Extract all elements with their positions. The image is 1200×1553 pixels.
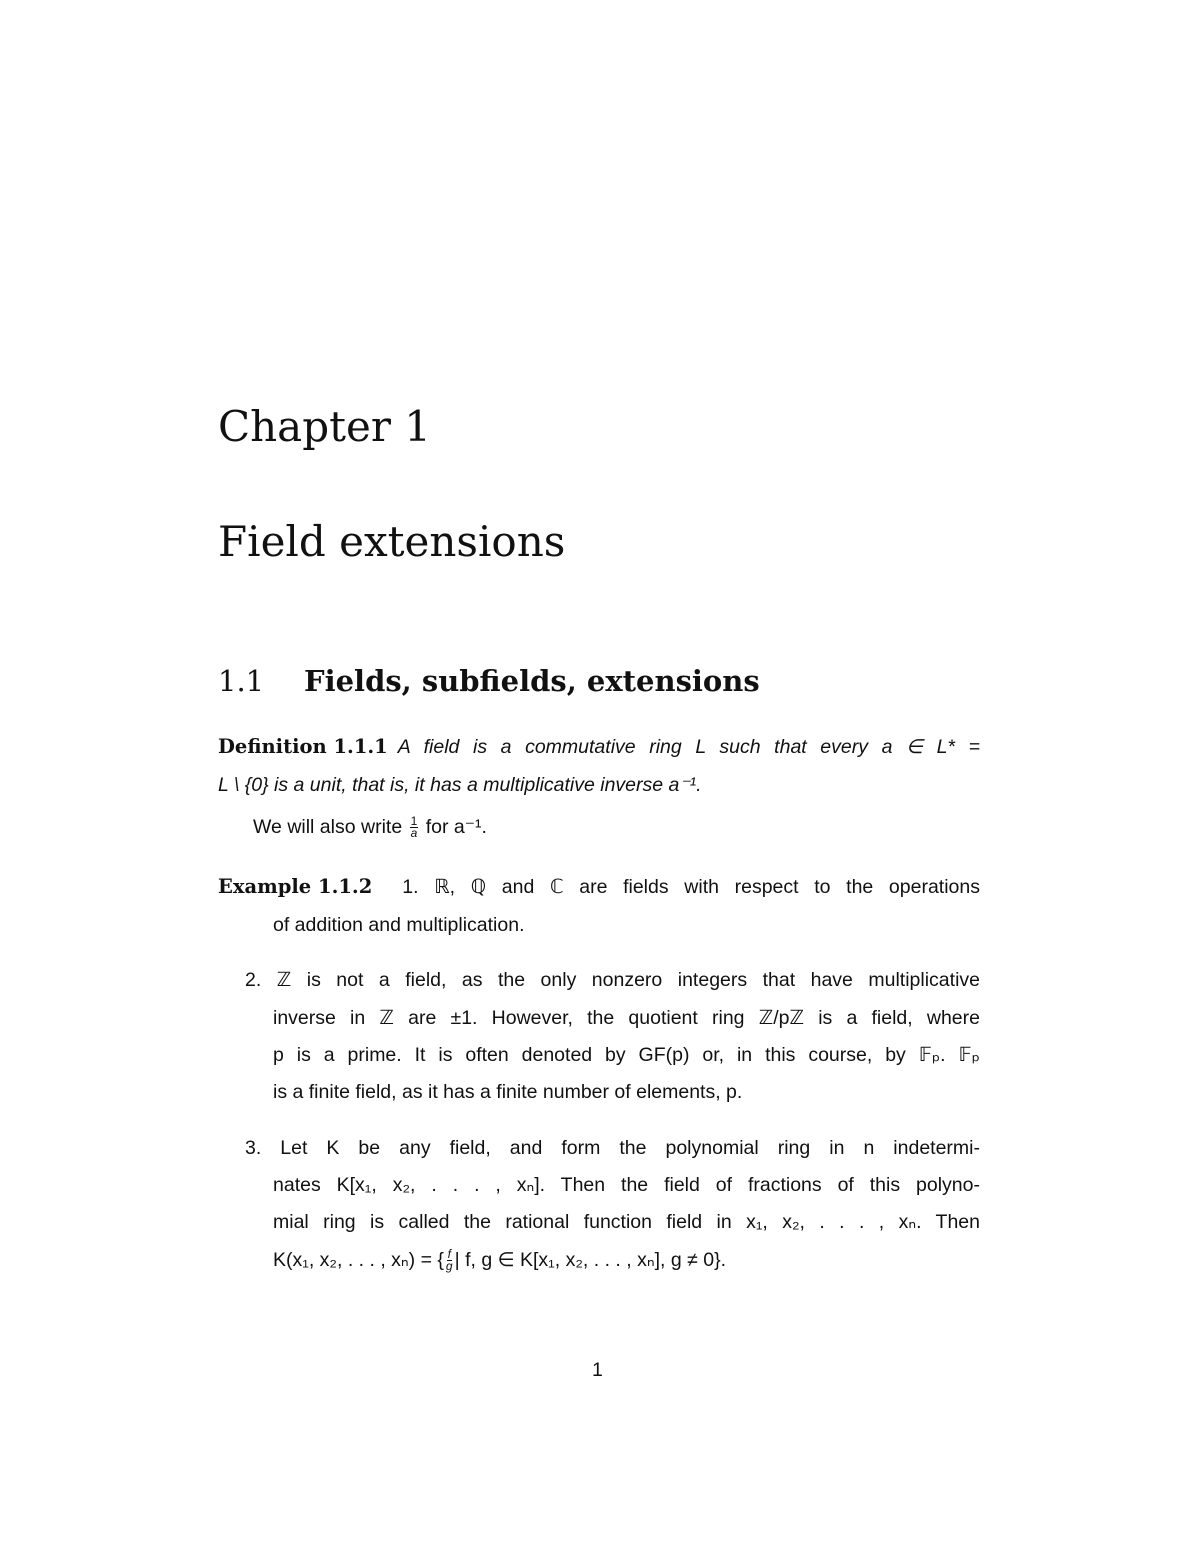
section-heading (218, 664, 760, 698)
example-line: inverse in ℤ are ±1. However, the quotient ring ℤ/pℤ is a field, where (273, 1007, 980, 1029)
example-label: Example 1.1.2 (218, 875, 373, 898)
chapter-title: Field extensions (218, 517, 566, 566)
fraction: $\frac{f}{g}$ (445, 1247, 453, 1274)
example-line: nates K[x₁, x₂, . . . , xₙ]. Then the field of fractions of this polyno- (273, 1174, 980, 1196)
example-line: is a finite field, as it has a finite number of elements, p. (273, 1081, 743, 1103)
definition-line-1: Definition 1.1.1 A field is a commutative ring L such that every a ∈ L* = (218, 735, 980, 758)
definition-note: We will also write $\frac{1}{a}$ for a⁻¹. (253, 814, 487, 841)
page-number: 1 (592, 1359, 603, 1381)
definition-label: Definition 1.1.1 (218, 735, 388, 758)
chapter-label: Chapter 1 (218, 402, 431, 451)
example-item-2: 2. ℤ is not a field, as the only nonzero integers that have multiplicative (245, 969, 980, 991)
section-title: Fields, subfields, extensions (304, 664, 760, 698)
example-line: p is a prime. It is often denoted by GF(p) or, in this course, by 𝔽ₚ. 𝔽ₚ (273, 1044, 980, 1066)
example-line: mial ring is called the rational function field in x₁, x₂, . . . , xₙ. Then (273, 1211, 980, 1233)
example-item-3: 3. Let K be any field, and form the polynomial ring in n indetermi- (245, 1137, 980, 1159)
definition-line-2: L \ {0} is a unit, that is, it has a multiplicative inverse a⁻¹. (218, 774, 702, 796)
section-number: 1.1 (218, 664, 265, 698)
example-item-1: Example 1.1.2 1. ℝ, ℚ and ℂ are fields with respect to the operations (218, 875, 980, 898)
fraction: $\frac{1}{a}$ (410, 814, 418, 841)
example-line: of addition and multiplication. (273, 914, 525, 936)
example-line: K(x₁, x₂, . . . , xₙ) = { $\frac{f}{g}$ | f, g ∈ K[x₁, x₂, . . . , xₙ], g ≠ 0}. (273, 1247, 727, 1274)
